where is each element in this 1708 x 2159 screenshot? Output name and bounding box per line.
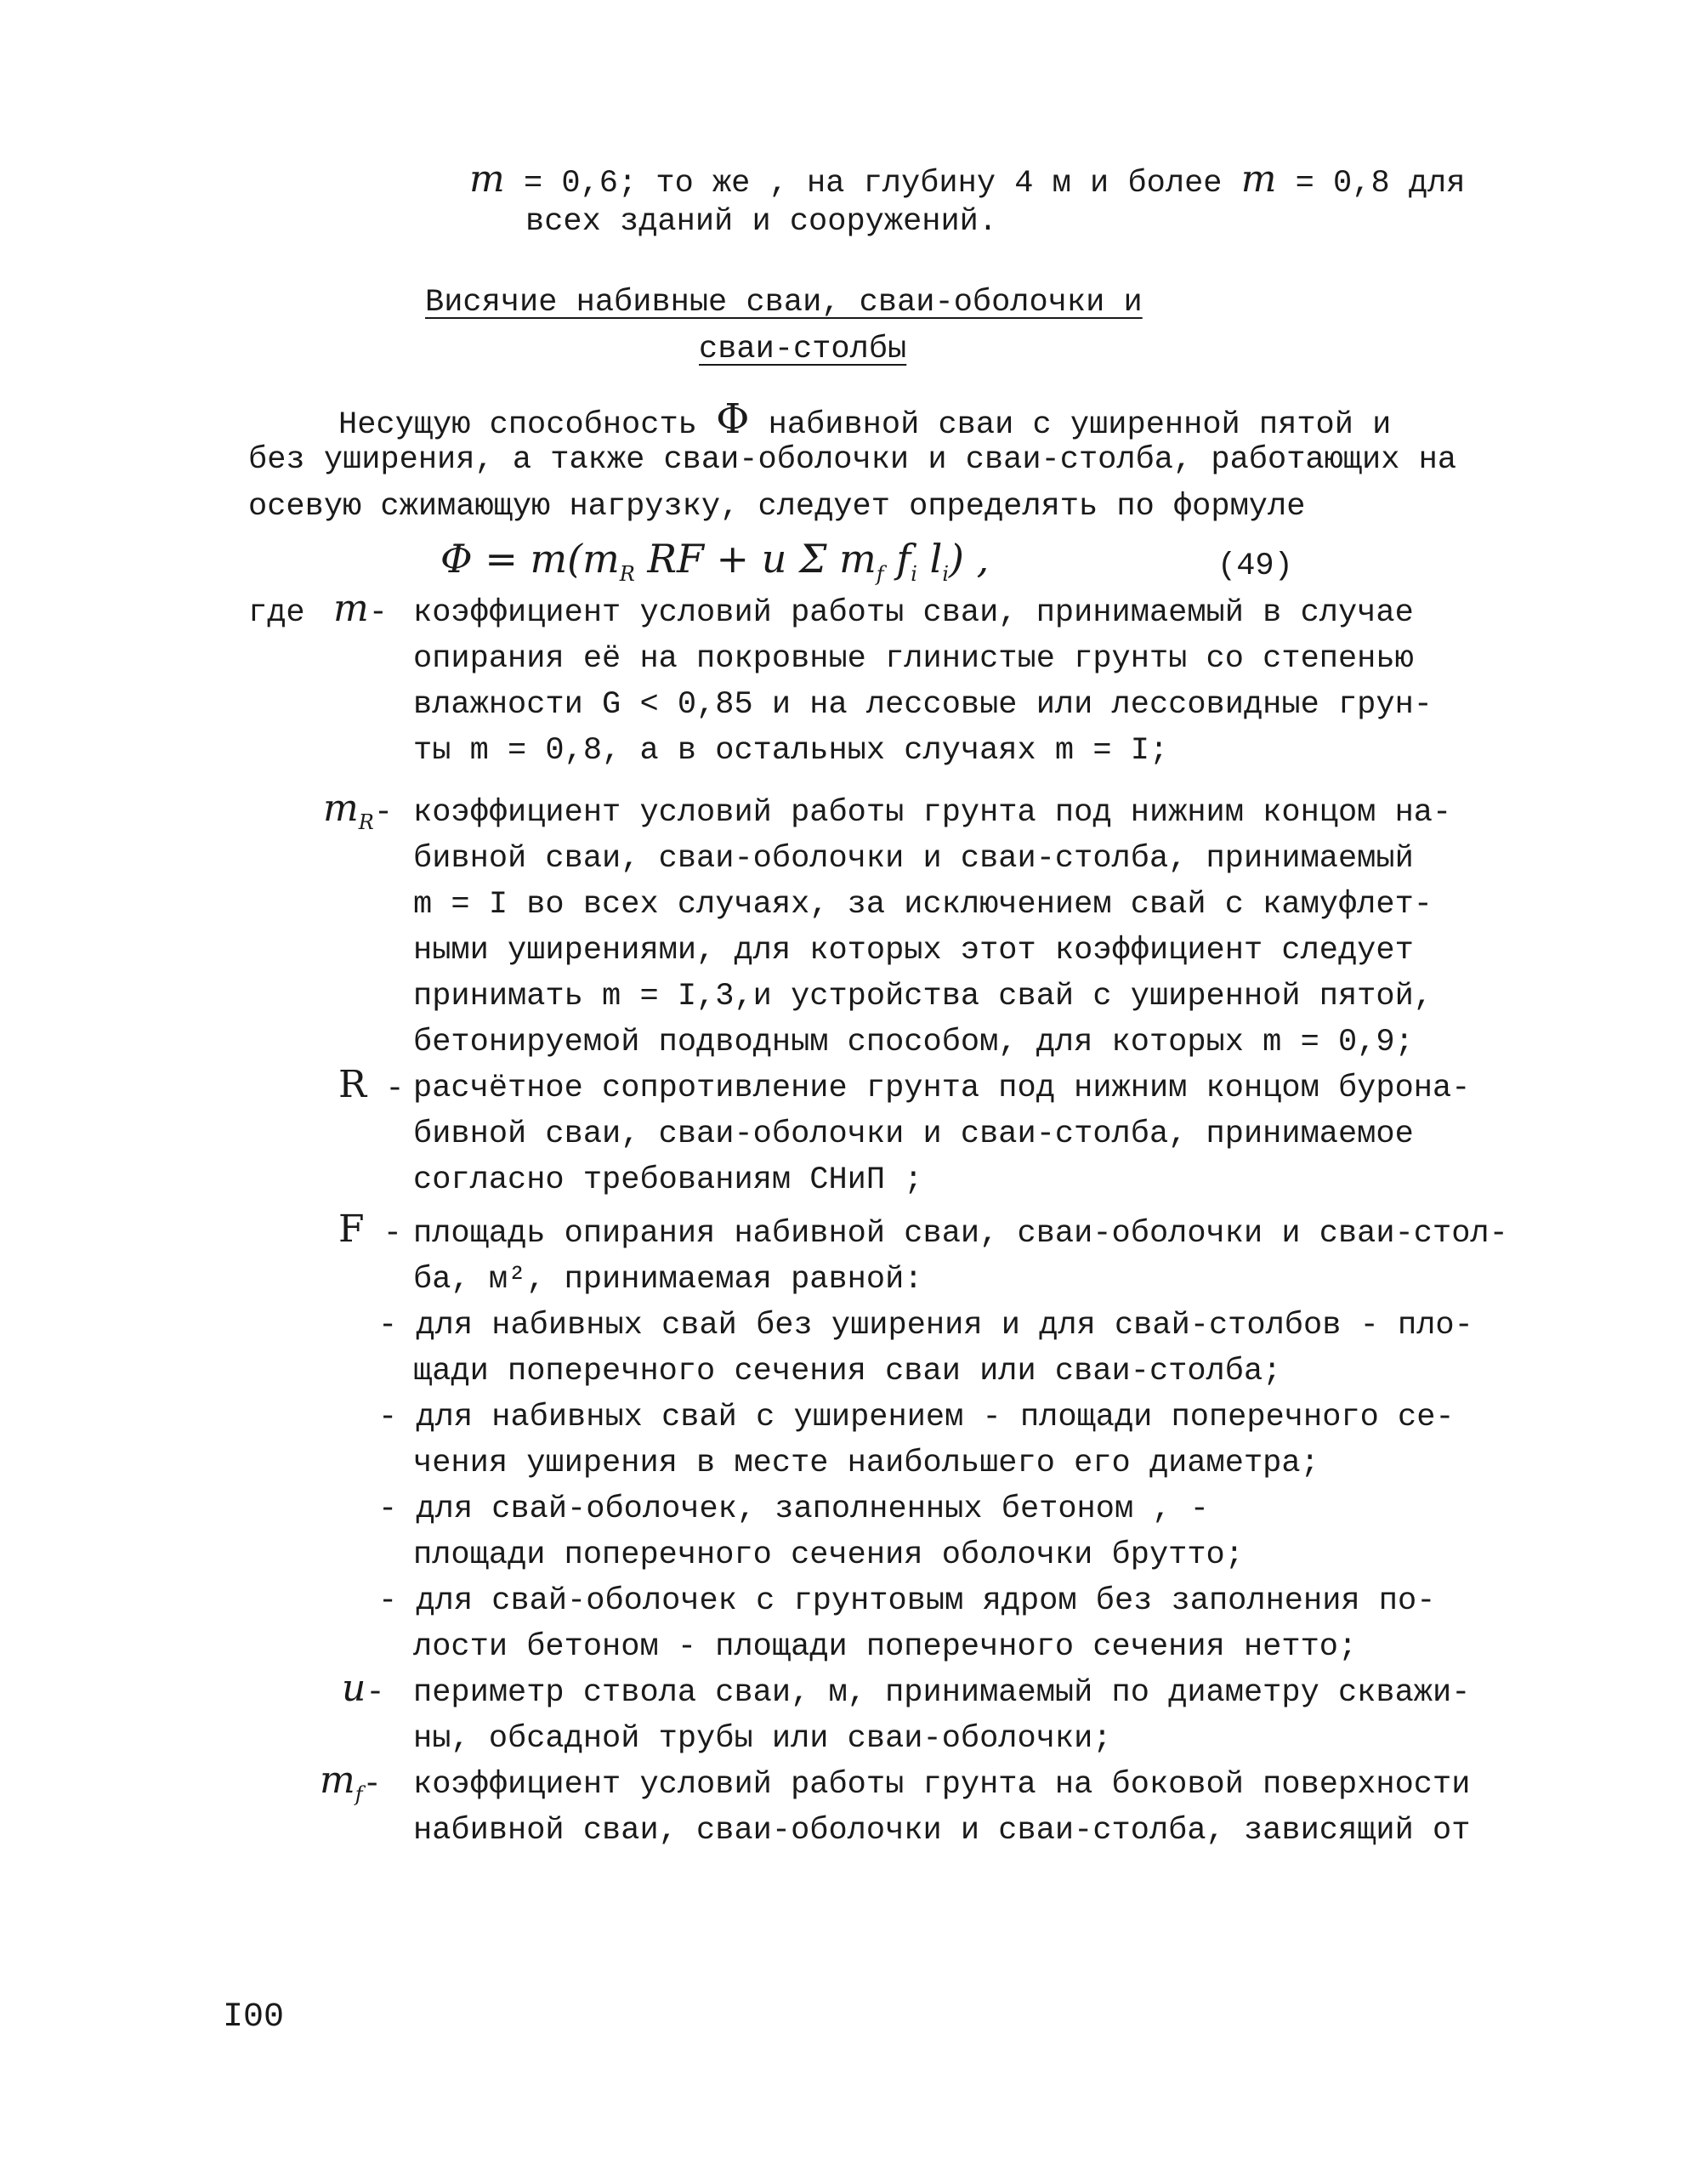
- symbol-m: m: [1240, 157, 1277, 201]
- bullet-item-cont: площади поперечного сечения оболочки брутто;: [413, 1537, 1244, 1573]
- section-heading-line-1: Висячие набивные сваи, сваи-оболочки и: [425, 285, 1143, 321]
- def-m-symbol: m-: [333, 587, 388, 631]
- def-mf-line: коэффициент условий работы грунта на боковой поверхности: [413, 1767, 1471, 1803]
- def-u-line: ны, обсадной трубы или сваи-оболочки;: [413, 1721, 1112, 1757]
- section-heading-line-2: сваи-столбы: [699, 332, 907, 367]
- def-mf-line: набивной сваи, сваи-оболочки и сваи-столба, зависящий от: [413, 1813, 1471, 1849]
- def-F-symbol: F -: [338, 1207, 402, 1252]
- bullet-item-cont: щади поперечного сечения сваи или сваи-столба;: [413, 1354, 1282, 1389]
- symbol-phi: Φ: [716, 395, 750, 443]
- paragraph-line-1: Несущую способность Φ набивной сваи с уширенной пятой и: [338, 395, 1392, 443]
- def-mR-line: m = I во всех случаях, за исключением свай с камуфлет-: [413, 887, 1433, 923]
- def-m-line: ты m = 0,8, а в остальных случаях m = I;: [413, 733, 1169, 769]
- def-mf-symbol: $m_f-$: [320, 1758, 382, 1806]
- intro-line-1: m = 0,6; то же , на глубину 4 м и более m = 0,8 для: [469, 157, 1466, 202]
- paragraph-line-2: без уширения, а также сваи-оболочки и сваи-столба, работающих на: [248, 442, 1457, 478]
- def-F-line: площадь опирания набивной сваи, сваи-оболочки и сваи-стол-: [413, 1216, 1508, 1252]
- def-u-line: периметр ствола сваи, м, принимаемый по диаметру скважи-: [413, 1675, 1471, 1711]
- where-label: где: [248, 595, 305, 631]
- page-number: I00: [223, 1998, 285, 2037]
- def-m-line: коэффициент условий работы сваи, принимаемый в случае: [413, 595, 1414, 631]
- bullet-item: - для свай-оболочек, заполненных бетоном , -: [378, 1491, 1209, 1527]
- intro-line-2: всех зданий и сооружений.: [525, 204, 998, 240]
- def-mR-line: принимать m = I,3,и устройства свай с уширенной пятой,: [413, 979, 1433, 1014]
- formula-49: $\Phi = m(m_R$ RF + u Σ $m_f$ $f_i$ $l_i$) ,: [440, 536, 990, 586]
- bullet-item: - для набивных свай с уширением - площади поперечного се-: [378, 1400, 1455, 1435]
- def-mR-line: ными уширениями, для которых этот коэффициент следует: [413, 933, 1414, 969]
- formula-number: (49): [1217, 548, 1293, 584]
- def-mR-line: бетонируемой подводным способом, для которых m = 0,9;: [413, 1025, 1414, 1060]
- def-m-line: опирания её на покровные глинистые грунты со степенью: [413, 641, 1414, 677]
- def-F-line: ба, м², принимаемая равной:: [413, 1262, 923, 1298]
- def-R-line: бивной сваи, сваи-оболочки и сваи-столба, принимаемое: [413, 1116, 1414, 1152]
- bullet-item-cont: чения уширения в месте наибольшего его диаметра;: [413, 1446, 1319, 1481]
- bullet-item: - для свай-оболочек с грунтовым ядром без заполнения по-: [378, 1583, 1436, 1619]
- def-R-line: расчётное сопротивление грунта под нижним концом бурона-: [413, 1071, 1471, 1106]
- def-R-line: согласно требованиям СНиП ;: [413, 1162, 923, 1198]
- def-u-symbol: u-: [342, 1667, 385, 1711]
- def-mR-symbol: $m_R-$: [323, 787, 394, 834]
- bullet-item-cont: лости бетоном - площади поперечного сечения нетто;: [413, 1629, 1358, 1665]
- symbol-m: m: [469, 157, 505, 201]
- def-m-line: влажности G < 0,85 и на лессовые или лессовидные грун-: [413, 687, 1433, 723]
- bullet-item: - для набивных свай без уширения и для свай-столбов - пло-: [378, 1308, 1473, 1344]
- paragraph-line-3: осевую сжимающую нагрузку, следует определять по формуле: [248, 489, 1306, 525]
- def-mR-line: бивной сваи, сваи-оболочки и сваи-столба, принимаемый: [413, 841, 1414, 877]
- def-R-symbol: R -: [338, 1063, 405, 1107]
- def-mR-line: коэффициент условий работы грунта под нижним концом на-: [413, 795, 1452, 831]
